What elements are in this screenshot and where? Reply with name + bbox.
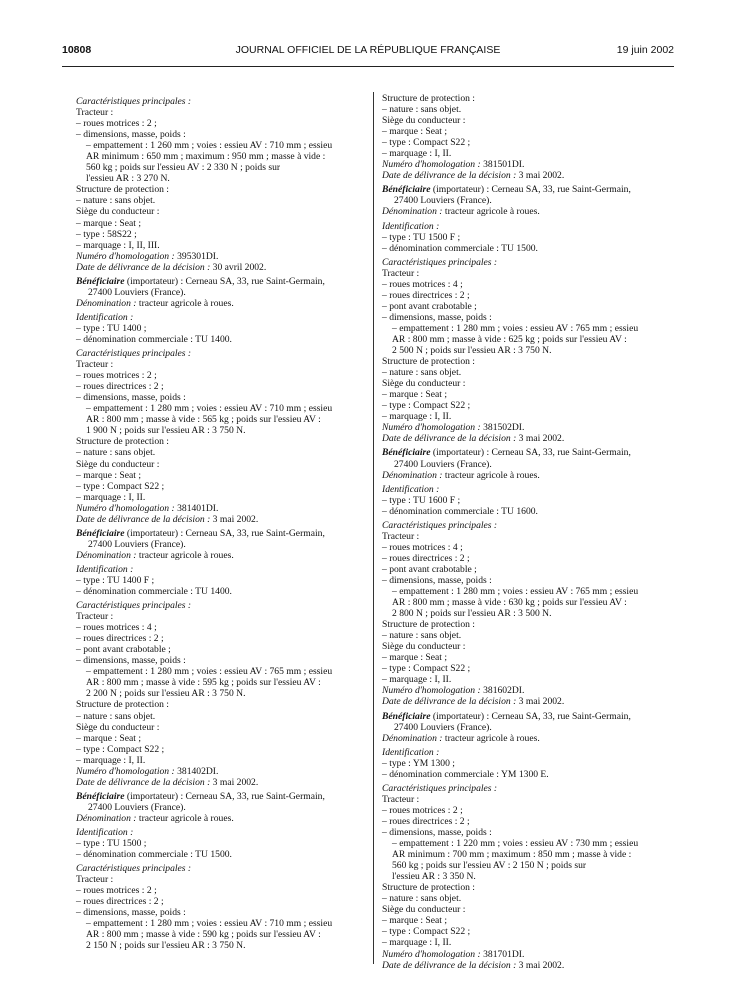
labeled-field: [76, 514, 372, 525]
section-label: Siège du conducteur :: [382, 115, 466, 127]
field-label: Date de délivrance de la décision :: [382, 959, 517, 971]
section-heading: Caractéristiques principales :: [382, 519, 498, 531]
field-label: Date de délivrance de la décision :: [76, 513, 211, 525]
spec-line: AR : 800 mm ; masse à vide : 590 kg ; poids sur l'essieu AV :: [86, 929, 321, 941]
field-value: 3 mai 2002.: [210, 513, 259, 525]
list-item: – marque : Seat ;: [382, 126, 448, 138]
list-item: – nature : sans objet.: [382, 630, 462, 642]
section-heading: Caractéristiques principales :: [76, 863, 192, 875]
field-value: 395301DI.: [174, 250, 219, 262]
spec-detail: [382, 323, 678, 356]
list-item: – type : TU 1400 F ;: [76, 574, 155, 586]
spec-line: – empattement : 1 220 mm ; voies : essieu AV : 730 mm ; essieu: [392, 838, 639, 850]
field-value: 30 avril 2002.: [210, 261, 267, 273]
list-item: – roues directrices : 2 ;: [76, 633, 164, 645]
labeled-field: [76, 298, 372, 309]
section-label: Structure de protection :: [76, 699, 169, 711]
field-label: Numéro d'homologation :: [382, 948, 481, 960]
spec-line: 2 150 N ; poids sur l'essieu AR : 3 750 N.: [86, 940, 246, 952]
list-item: – nature : sans objet.: [382, 367, 462, 379]
list-item: – dimensions, masse, poids :: [76, 655, 186, 667]
beneficiary-entry: [76, 528, 372, 550]
section-label: Structure de protection :: [382, 882, 475, 894]
issue-date: 19 juin 2002: [616, 44, 674, 56]
section-heading: Identification :: [76, 827, 134, 838]
list-item: – marque : Seat ;: [76, 732, 142, 744]
field-value: tracteur agricole à roues.: [442, 732, 540, 744]
field-value: 381502DI.: [480, 422, 525, 434]
field-value: tracteur agricole à roues.: [136, 297, 234, 309]
beneficiary-entry: [382, 447, 678, 469]
spec-line: AR : 800 mm ; masse à vide : 595 kg ; poids sur l'essieu AV :: [86, 677, 321, 689]
list-item: – roues directrices : 2 ;: [76, 381, 164, 393]
field-value: 381401DI.: [174, 502, 219, 514]
beneficiary-label: Bénéficiaire: [382, 184, 431, 196]
beneficiary-entry: [76, 791, 372, 813]
field-value: tracteur agricole à roues.: [136, 812, 234, 824]
section-label: Tracteur :: [382, 530, 420, 542]
beneficiary-details: (importateur) : Cerneau SA, 33, rue Saint-Germain,: [430, 184, 631, 196]
field-value: tracteur agricole à roues.: [442, 469, 540, 481]
list-item: – nature : sans objet.: [76, 195, 156, 207]
list-item: – dimensions, masse, poids :: [76, 129, 186, 141]
list-item: – pont avant crabotable ;: [382, 300, 477, 312]
spec-detail: [76, 666, 372, 699]
section-label: Siège du conducteur :: [76, 206, 160, 218]
list-item: – type : Compact S22 ;: [76, 743, 165, 755]
section-heading: Caractéristiques principales :: [76, 348, 192, 360]
list-item: – dimensions, masse, poids :: [382, 574, 492, 586]
beneficiary-details: (importateur) : Cerneau SA, 33, rue Saint-Germain,: [124, 527, 325, 539]
beneficiary-entry: [382, 184, 678, 206]
list-item: – type : Compact S22 ;: [382, 137, 471, 149]
beneficiary-address: 27400 Louviers (France).: [88, 538, 186, 550]
labeled-field: [76, 262, 372, 273]
labeled-field: [76, 251, 372, 262]
beneficiary-label: Bénéficiaire: [382, 447, 431, 459]
list-item: – roues motrices : 2 ;: [382, 804, 463, 816]
section-label: Siège du conducteur :: [76, 721, 160, 733]
list-item: – marque : Seat ;: [382, 915, 448, 927]
spec-line: – empattement : 1 280 mm ; voies : essieu AV : 765 mm ; essieu: [392, 322, 639, 334]
spec-line: AR minimum : 700 mm ; maximum : 850 mm ; masse à vide :: [392, 849, 632, 861]
section-heading: Caractéristiques principales :: [382, 256, 498, 268]
field-label: Numéro d'homologation :: [382, 422, 481, 434]
beneficiary-entry: [382, 711, 678, 733]
section-label: Structure de protection :: [382, 356, 475, 368]
list-item: – marque : Seat ;: [76, 217, 142, 229]
labeled-field: [382, 685, 678, 696]
field-label: Numéro d'homologation :: [76, 765, 175, 777]
spec-line: 1 900 N ; poids sur l'essieu AR : 3 750 N.: [86, 425, 246, 437]
section-heading: Identification :: [76, 311, 134, 323]
field-label: Dénomination :: [382, 732, 443, 744]
right-column: [382, 93, 678, 971]
list-item: – marquage : I, II, III.: [76, 239, 160, 251]
spec-line: – empattement : 1 280 mm ; voies : essieu AV : 710 mm ; essieu: [86, 403, 333, 415]
field-label: Date de délivrance de la décision :: [382, 433, 517, 445]
column-divider: [373, 92, 374, 964]
beneficiary-address: 27400 Louviers (France).: [394, 721, 492, 733]
list-item: – marquage : I, II.: [382, 411, 452, 423]
spec-line: AR minimum : 650 mm ; maximum : 950 mm ; masse à vide :: [86, 151, 326, 163]
beneficiary-address: 27400 Louviers (France).: [394, 458, 492, 470]
beneficiary-label: Bénéficiaire: [76, 790, 125, 802]
field-value: 381701DI.: [480, 948, 525, 960]
list-item: – dénomination commerciale : TU 1600.: [382, 505, 538, 517]
beneficiary-address: 27400 Louviers (France).: [88, 286, 186, 298]
list-item: – dimensions, masse, poids :: [382, 311, 492, 323]
field-value: 3 mai 2002.: [516, 959, 565, 971]
header-rule: [62, 66, 674, 67]
section-label: Tracteur :: [382, 267, 420, 279]
spec-line: 2 800 N ; poids sur l'essieu AR : 3 500 N.: [392, 608, 552, 620]
spec-line: 560 kg ; poids sur l'essieu AV : 2 330 N ; poids sur: [86, 162, 281, 174]
list-item: – roues directrices : 2 ;: [382, 552, 470, 564]
labeled-field: [382, 422, 678, 433]
list-item: – type : YM 1300 ;: [382, 757, 455, 769]
list-item: – marquage : I, II.: [76, 754, 146, 766]
list-item: – dimensions, masse, poids :: [76, 907, 186, 919]
labeled-field: [76, 550, 372, 561]
list-item: – type : Compact S22 ;: [76, 480, 165, 492]
list-item: – nature : sans objet.: [76, 447, 156, 459]
list-item: – roues motrices : 2 ;: [76, 885, 157, 897]
list-item: – dimensions, masse, poids :: [76, 392, 186, 404]
list-item: – type : TU 1400 ;: [76, 322, 147, 334]
spec-detail: [382, 838, 678, 882]
field-value: 381602DI.: [480, 685, 525, 697]
section-label: Structure de protection :: [382, 93, 475, 104]
field-label: Date de délivrance de la décision :: [76, 261, 211, 273]
list-item: – marquage : I, II.: [382, 674, 452, 686]
list-item: – type : 58S22 ;: [76, 228, 137, 240]
list-item: – nature : sans objet.: [76, 710, 156, 722]
list-item: – dénomination commerciale : TU 1400.: [76, 586, 232, 598]
labeled-field: [76, 813, 372, 824]
list-item: – marque : Seat ;: [382, 652, 448, 664]
beneficiary-details: (importateur) : Cerneau SA, 33, rue Saint-Germain,: [124, 790, 325, 802]
field-label: Numéro d'homologation :: [76, 250, 175, 262]
list-item: – dénomination commerciale : TU 1400.: [76, 333, 232, 345]
field-label: Date de délivrance de la décision :: [382, 170, 517, 182]
section-heading: Caractéristiques principales :: [382, 782, 498, 794]
list-item: – type : TU 1600 F ;: [382, 494, 461, 506]
beneficiary-label: Bénéficiaire: [382, 710, 431, 722]
field-value: 3 mai 2002.: [210, 776, 259, 788]
labeled-field: [382, 433, 678, 444]
section-label: Tracteur :: [76, 359, 114, 371]
list-item: – type : TU 1500 F ;: [382, 231, 461, 243]
field-label: Dénomination :: [76, 297, 137, 309]
labeled-field: [382, 206, 678, 217]
spec-line: – empattement : 1 280 mm ; voies : essieu AV : 765 mm ; essieu: [392, 586, 639, 598]
beneficiary-entry: [76, 276, 372, 298]
section-label: Siège du conducteur :: [382, 641, 466, 653]
section-label: Siège du conducteur :: [382, 904, 466, 916]
labeled-field: [382, 733, 678, 744]
beneficiary-details: (importateur) : Cerneau SA, 33, rue Saint-Germain,: [124, 275, 325, 287]
spec-line: AR : 800 mm ; masse à vide : 630 kg ; poids sur l'essieu AV :: [392, 597, 627, 609]
list-item: – roues directrices : 2 ;: [382, 815, 470, 827]
section-heading: Identification :: [76, 563, 134, 575]
section-heading: Identification :: [382, 220, 440, 232]
spec-detail: [76, 140, 372, 184]
field-value: tracteur agricole à roues.: [442, 206, 540, 218]
list-item: – marquage : I, II.: [76, 491, 146, 503]
list-item: – type : TU 1500 ;: [76, 838, 147, 850]
field-label: Date de délivrance de la décision :: [382, 696, 517, 708]
field-value: 3 mai 2002.: [516, 170, 565, 182]
beneficiary-details: (importateur) : Cerneau SA, 33, rue Saint-Germain,: [430, 447, 631, 459]
list-item: – nature : sans objet.: [382, 104, 462, 116]
list-item: – marquage : I, II.: [382, 937, 452, 949]
spec-line: 2 200 N ; poids sur l'essieu AR : 3 750 N.: [86, 688, 246, 700]
journal-title: JOURNAL OFFICIEL DE LA RÉPUBLIQUE FRANÇAISE: [235, 44, 501, 56]
spec-line: – empattement : 1 280 mm ; voies : essieu AV : 765 mm ; essieu: [86, 666, 333, 678]
section-heading: Caractéristiques principales :: [76, 600, 192, 612]
field-label: Dénomination :: [382, 469, 443, 481]
field-value: 3 mai 2002.: [516, 696, 565, 708]
section-heading: Caractéristiques principales :: [76, 96, 192, 107]
list-item: – roues directrices : 2 ;: [76, 896, 164, 908]
beneficiary-address: 27400 Louviers (France).: [88, 801, 186, 813]
spec-line: AR : 800 mm ; masse à vide : 565 kg ; poids sur l'essieu AV :: [86, 414, 321, 426]
section-heading: Identification :: [382, 746, 440, 758]
section-label: Tracteur :: [382, 793, 420, 805]
labeled-field: [382, 470, 678, 481]
list-item: – roues motrices : 4 ;: [382, 541, 463, 553]
field-value: 381402DI.: [174, 765, 219, 777]
list-item: – dénomination commerciale : YM 1300 E.: [382, 768, 549, 780]
labeled-field: [382, 949, 678, 960]
section-label: Structure de protection :: [76, 436, 169, 448]
spec-detail: [76, 403, 372, 436]
field-label: Numéro d'homologation :: [76, 502, 175, 514]
list-item: – marquage : I, II.: [382, 148, 452, 160]
spec-line: AR : 800 mm ; masse à vide : 625 kg ; poids sur l'essieu AV :: [392, 333, 627, 345]
list-item: – marque : Seat ;: [382, 389, 448, 401]
list-item: – dimensions, masse, poids :: [382, 827, 492, 838]
section-label: Siège du conducteur :: [382, 378, 466, 390]
list-item: – roues motrices : 4 ;: [76, 622, 157, 634]
field-value: 381501DI.: [480, 159, 525, 171]
field-label: Date de délivrance de la décision :: [76, 776, 211, 788]
beneficiary-label: Bénéficiaire: [76, 527, 125, 539]
labeled-field: [382, 159, 678, 170]
list-item: – nature : sans objet.: [382, 893, 462, 905]
labeled-field: [382, 696, 678, 707]
field-label: Numéro d'homologation :: [382, 159, 481, 171]
list-item: – pont avant crabotable ;: [76, 644, 171, 656]
spec-line: – empattement : 1 260 mm ; voies : essieu AV : 710 mm ; essieu: [86, 140, 333, 152]
field-label: Numéro d'homologation :: [382, 685, 481, 697]
field-label: Dénomination :: [382, 206, 443, 218]
section-label: Tracteur :: [76, 874, 114, 886]
list-item: – roues directrices : 2 ;: [382, 289, 470, 301]
beneficiary-address: 27400 Louviers (France).: [394, 195, 492, 207]
list-item: – roues motrices : 4 ;: [382, 278, 463, 290]
beneficiary-details: (importateur) : Cerneau SA, 33, rue Saint-Germain,: [430, 710, 631, 722]
labeled-field: [76, 766, 372, 777]
list-item: – dénomination commerciale : TU 1500.: [382, 242, 538, 254]
section-label: Tracteur :: [76, 611, 114, 623]
page-header: [62, 44, 674, 60]
spec-line: 2 500 N ; poids sur l'essieu AR : 3 750 N.: [392, 345, 552, 357]
field-label: Dénomination :: [76, 812, 137, 824]
list-item: – roues motrices : 2 ;: [76, 370, 157, 382]
spec-line: l'essieu AR : 3 270 N.: [86, 173, 170, 185]
list-item: – pont avant crabotable ;: [382, 563, 477, 575]
labeled-field: [382, 960, 678, 971]
spec-line: – empattement : 1 280 mm ; voies : essieu AV : 710 mm ; essieu: [86, 918, 333, 930]
page-number: 10808: [62, 44, 92, 56]
section-label: Tracteur :: [76, 107, 114, 119]
list-item: – type : Compact S22 ;: [382, 400, 471, 412]
section-label: Siège du conducteur :: [76, 458, 160, 470]
list-item: – marque : Seat ;: [76, 469, 142, 481]
beneficiary-label: Bénéficiaire: [76, 275, 125, 287]
spec-detail: [382, 586, 678, 619]
section-label: Structure de protection :: [382, 619, 475, 631]
labeled-field: [76, 503, 372, 514]
spec-detail: [76, 918, 372, 951]
list-item: – dénomination commerciale : TU 1500.: [76, 849, 232, 861]
list-item: – type : Compact S22 ;: [382, 663, 471, 675]
list-item: – type : Compact S22 ;: [382, 926, 471, 938]
section-label: Structure de protection :: [76, 184, 169, 196]
spec-line: l'essieu AR : 3 350 N.: [392, 871, 476, 883]
left-column: [76, 93, 372, 952]
section-heading: Identification :: [382, 483, 440, 495]
labeled-field: [382, 170, 678, 181]
field-label: Dénomination :: [76, 549, 137, 561]
list-item: – roues motrices : 2 ;: [76, 118, 157, 130]
field-value: 3 mai 2002.: [516, 433, 565, 445]
spec-line: 560 kg ; poids sur l'essieu AV : 2 150 N ; poids sur: [392, 860, 587, 872]
labeled-field: [76, 777, 372, 788]
field-value: tracteur agricole à roues.: [136, 549, 234, 561]
